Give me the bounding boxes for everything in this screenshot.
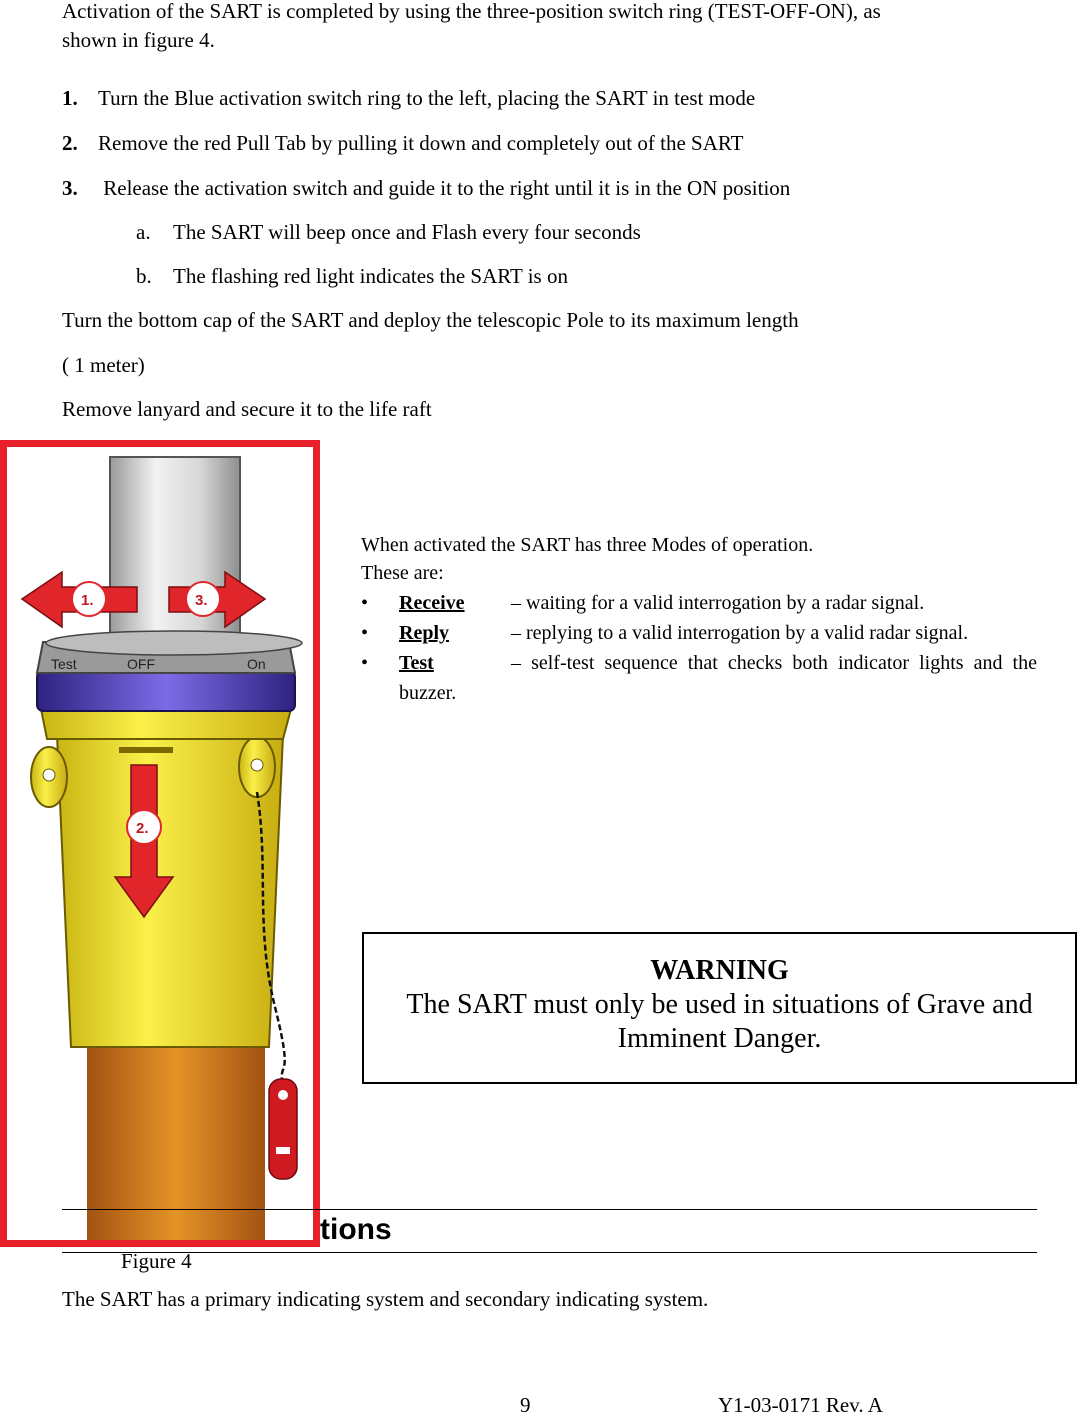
lanyard-instruction: Remove lanyard and secure it to the life raft <box>62 397 432 421</box>
warning-title: WARNING <box>650 955 789 986</box>
pole-length: ( 1 meter) <box>62 353 145 377</box>
document-id: Y1-03-0171 Rev. A <box>718 1393 883 1417</box>
mode-receive <box>361 588 1037 618</box>
mode-name: Receive <box>399 592 465 614</box>
warning-body: The SART must only be used in situations of Grave and Imminent Danger. <box>406 989 1033 1054</box>
modes-intro: When activated the SART has three Modes of operation. <box>361 534 814 556</box>
ring-label-off: OFF <box>127 656 155 672</box>
heading-rule-bottom <box>62 1252 1037 1253</box>
arrow-label-2: 2. <box>136 820 149 837</box>
step-1 <box>62 85 755 112</box>
ring-label-test: Test <box>51 656 77 672</box>
mode-desc: – replying to a valid interrogation by a valid radar signal. <box>511 622 969 644</box>
intro-line-2: shown in figure 4. <box>62 28 215 52</box>
substep-letter: b. <box>136 264 152 288</box>
pole-instruction: Turn the bottom cap of the SART and deploy the telescopic Pole to its maximum length <box>62 308 799 332</box>
indicating-systems-text: The SART has a primary indicating system and secondary indicating system. <box>62 1287 709 1311</box>
substep-letter: a. <box>136 220 151 244</box>
figure-4-frame <box>0 440 320 1247</box>
bullet-icon: • <box>361 622 369 644</box>
modes-these-are: These are: <box>361 562 444 584</box>
mode-desc: – self-test sequence that checks both indicator lights and the buzzer. <box>399 652 1037 704</box>
step-number: 1. <box>62 86 78 110</box>
modes-of-operation <box>361 530 1037 708</box>
bullet-icon: • <box>361 652 369 674</box>
page-number: 9 <box>520 1393 531 1417</box>
mode-desc: – waiting for a valid interrogation by a radar signal. <box>511 592 925 614</box>
step-text: Turn the Blue activation switch ring to the left, placing the SART in test mode <box>98 86 756 110</box>
arrow-label-1: 1. <box>81 592 94 609</box>
arrow-label-3: 3. <box>195 592 208 609</box>
intro-line-1: Activation of the SART is completed by using the three-position switch ring (TEST-OFF-ON), as <box>62 0 881 23</box>
step-3 <box>62 175 790 202</box>
step-number: 3. <box>62 176 78 200</box>
mode-name: Reply <box>399 622 449 644</box>
substep-text: The SART will beep once and Flash every four seconds <box>173 220 641 244</box>
section-heading: tions <box>320 1213 392 1246</box>
ring-label-on: On <box>247 656 266 672</box>
sart-illustration <box>7 447 313 1240</box>
substep-b <box>136 263 568 290</box>
mode-name: Test <box>399 652 434 674</box>
mode-reply <box>361 618 1037 648</box>
step-number: 2. <box>62 131 78 155</box>
step-text: Remove the red Pull Tab by pulling it down and completely out of the SART <box>98 131 744 155</box>
heading-rule-top <box>62 1209 1037 1210</box>
step-text: Release the activation switch and guide it to the right until it is in the ON position <box>98 176 791 200</box>
step-2 <box>62 130 743 157</box>
warning-box <box>362 932 1077 1084</box>
substep-a <box>136 219 641 246</box>
mode-test <box>361 648 1037 708</box>
figure-caption: Figure 4 <box>121 1249 192 1273</box>
bullet-icon: • <box>361 592 369 614</box>
substep-text: The flashing red light indicates the SART is on <box>173 264 568 288</box>
